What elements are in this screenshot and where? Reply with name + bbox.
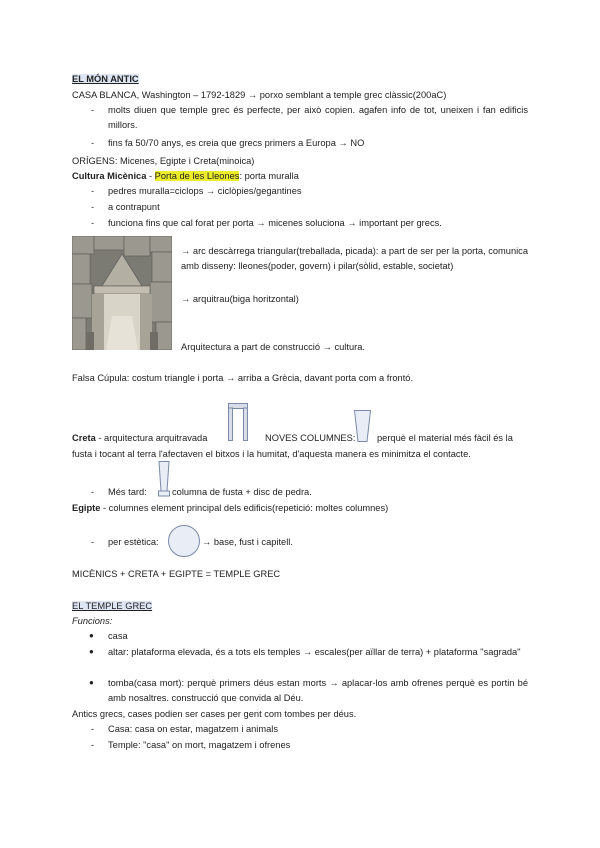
- egipte-label: Egipte: [72, 503, 101, 513]
- list-item: casa: [108, 631, 128, 641]
- creta-part3: perquè el material més fàcil és la: [377, 433, 513, 443]
- list-item: pedres muralla=ciclops → ciclòpies/gegantines: [108, 186, 302, 196]
- separator: -: [146, 171, 155, 181]
- list-item: funciona fins que cal forat per porta → micenes soluciona → important per grecs.: [108, 218, 442, 228]
- photo-note-1: → arc descàrrega triangular(treballada, picada): a part de ser per la porta, comunica amb disseny: lleones(poder, govern) i pilar(sòlid, estable, societat): [181, 246, 528, 271]
- list-item: Casa: casa on estar, magatzem i animals: [108, 724, 279, 734]
- equation-line: MICÈNICS + CRETA + EGIPTE = TEMPLE GREC: [72, 569, 281, 579]
- list-item: fins fa 50/70 anys, es creia que grecs primers a Europa → NO: [108, 138, 365, 148]
- antics-grecs-line: Antics grecs, cases podien ser cases per gent com tombes per déus.: [72, 709, 357, 719]
- dash-bullet: -: [91, 186, 95, 196]
- column-section-circle-icon: [167, 524, 201, 558]
- per-estetica-label: per estètica:: [108, 537, 159, 547]
- dash-bullet: -: [91, 202, 95, 212]
- bullet-dot: ●: [89, 678, 94, 687]
- highlighted-text: Porta de les Lleones: [154, 171, 240, 181]
- list-item: a contrapunt: [108, 202, 160, 212]
- mes-tard-line: [108, 487, 312, 497]
- list-item: tomba(casa mort): perquè primers déus estan morts → aplacar-los amb ofrenes perquè es portin bé amb nosaltres. construcció que convida al Déu.: [108, 678, 528, 703]
- origens-line: ORÍGENS: Micenes, Egipte i Creta(minoica): [72, 156, 255, 166]
- dash-bullet: -: [91, 105, 95, 115]
- list-item: molts diuen que temple grec és perfecte, per això copien. agafen info de tot, uneixen i fan edificis millors.: [108, 105, 528, 130]
- funcions-label: Funcions:: [72, 616, 113, 626]
- mes-tard-text: columna de fusta + disc de pedra.: [172, 487, 312, 497]
- dash-bullet: -: [91, 218, 95, 228]
- creta-line: [72, 432, 528, 444]
- creta-label: Creta: [72, 433, 96, 443]
- list-item: Temple: "casa" on mort, magatzem i ofrenes: [108, 740, 291, 750]
- egipte-line: [72, 502, 388, 514]
- dash-bullet: -: [91, 487, 95, 497]
- mes-tard-label: Més tard:: [108, 487, 147, 497]
- micenica-line: [72, 170, 299, 182]
- list-item: altar: plataforma elevada, és a tots els temples → escales(per aïllar de terra) + plataforma "sagrada": [108, 647, 521, 657]
- bullet-dot: ●: [89, 631, 94, 640]
- dash-bullet: -: [91, 724, 95, 734]
- creta-line-2: fusta i tocant al terra l'afectaven el bitxos i la humitat, d'aquesta manera es minimitza el contacte.: [72, 449, 471, 459]
- column-disc-icon: [158, 461, 170, 497]
- egipte-rest: - columnes element principal dels edificis(repetició: moltes columnes): [100, 503, 389, 513]
- heading-el-temple-grec: EL TEMPLE GREC: [72, 601, 153, 611]
- photo-note-3: Arquitectura a part de construcció → cultura.: [181, 342, 365, 352]
- micenica-label: Cultura Micènica: [72, 171, 147, 181]
- per-estetica-line: [108, 537, 293, 547]
- photo-note-2: → arquitrau(biga horitzontal): [181, 294, 299, 304]
- lion-gate-photo: [72, 236, 172, 350]
- casa-blanca-line: CASA BLANCA, Washington – 1792-1829 → porxo semblant a temple grec clàssic(200aC): [72, 90, 447, 100]
- dash-bullet: -: [91, 138, 95, 148]
- micenica-rest: : porta muralla: [239, 171, 299, 181]
- bullet-dot: ●: [89, 647, 94, 656]
- dash-bullet: -: [91, 537, 95, 547]
- creta-part2: NOVES COLUMNES:: [265, 433, 356, 443]
- per-estetica-text: → base, fust i capitell.: [202, 537, 293, 547]
- dash-bullet: -: [91, 740, 95, 750]
- falsa-cupula-line: Falsa Cúpula: costum triangle i porta → arriba a Grècia, davant porta com a frontó.: [72, 373, 414, 383]
- creta-part1: - arquitectura arquitravada: [95, 433, 208, 443]
- heading-el-mon-antic: EL MÓN ANTIC: [72, 74, 139, 84]
